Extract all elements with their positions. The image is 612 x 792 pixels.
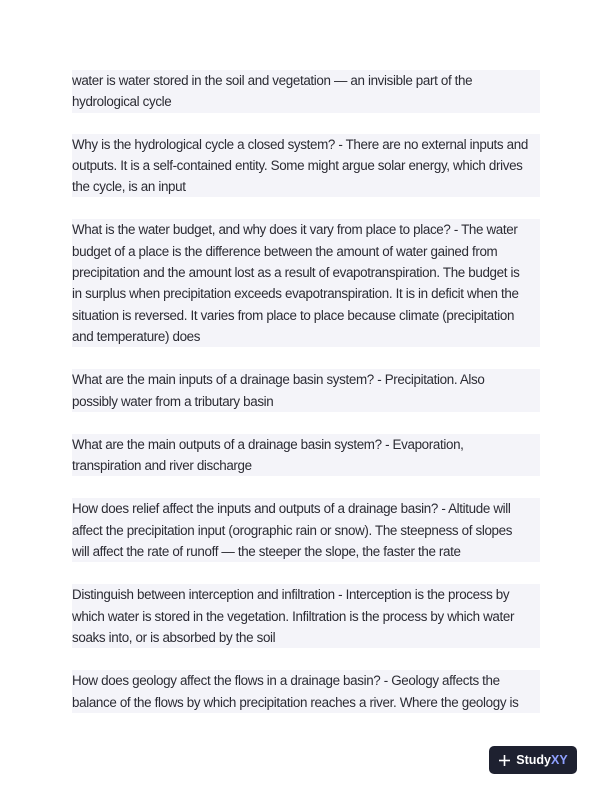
paragraph-5: What are the main outputs of a drainage basin system? - Evaporation, transpiration and river discharge	[72, 434, 540, 477]
studyxy-logo-text	[516, 753, 567, 767]
logo-text-main: Study	[516, 753, 552, 767]
document-body	[72, 70, 540, 735]
paragraph-7: Distinguish between interception and infiltration - Interception is the process by which water is stored in the vegetation. Infiltration is the process by which water soaks into, or is absorbed by the soil	[72, 584, 540, 648]
paragraph-1: water is water stored in the soil and vegetation — an invisible part of the hydrological cycle	[72, 70, 540, 113]
studyxy-badge[interactable]	[489, 746, 577, 774]
paragraph-4: What are the main inputs of a drainage basin system? - Precipitation. Also possibly water from a tributary basin	[72, 369, 540, 412]
logo-text-accent: XY	[551, 753, 568, 767]
paragraph-6: How does relief affect the inputs and outputs of a drainage basin? - Altitude will affect the precipitation input (orographic rain or snow). The steepness of slopes will affect the rate of runoff — the steeper the slope, the faster the rate	[72, 498, 540, 562]
paragraph-8: How does geology affect the flows in a drainage basin? - Geology affects the balance of the flows by which precipitation reaches a river. Where the geology is	[72, 670, 540, 713]
paragraph-3: What is the water budget, and why does it vary from place to place? - The water budget of a place is the difference between the amount of water gained from precipitation and the amount lost as a result of evapotranspiration. The budget is in surplus when precipitation exceeds evapotranspiration. It is in deficit when the situation is reversed. It varies from place to place because climate (precipitation and temperature) does	[72, 219, 540, 347]
plus-icon	[498, 754, 511, 767]
paragraph-2: Why is the hydrological cycle a closed system? - There are no external inputs and outputs. It is a self-contained entity. Some might argue solar energy, which drives the cycle, is an input	[72, 134, 540, 198]
